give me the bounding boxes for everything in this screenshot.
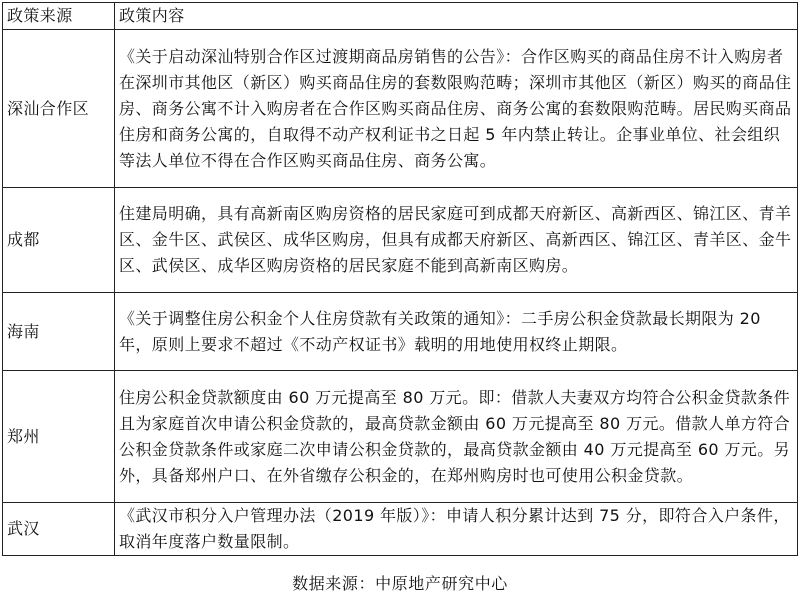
content-cell: 住房公积金贷款额度由 60 万元提高至 80 万元。即：借款人夫妻双方均符合公积金贷款条件且为家庭首次申请公积金贷款的，最高贷款金额由 60 万元提高至 80 万元。借款人单方符合公积金贷款条件或家庭二次申请公积金贷款的，最高贷款金额由 40 万元提高至 60 万元。另外，具备郑州户口、在外省缴存公积金的，在郑州购房时也可使用公积金贷款。 [115,371,798,503]
table-row [3,503,798,556]
header-policy-source: 政策来源 [3,3,115,30]
policy-table [2,2,798,556]
region-cell: 海南 [3,293,115,371]
table-row [3,188,798,293]
region-cell: 郑州 [3,371,115,503]
table-row [3,371,798,503]
content-cell: 住建局明确，具有高新南区购房资格的居民家庭可到成都天府新区、高新西区、锦江区、青羊区、金牛区、武侯区、成华区购房，但具有成都天府新区、高新西区、锦江区、青羊区、金牛区、武侯区、成华区购房资格的居民家庭不能到高新南区购房。 [115,188,798,293]
region-cell: 武汉 [3,503,115,556]
content-cell: 《关于调整住房公积金个人住房贷款有关政策的通知》：二手房公积金贷款最长期限为 20 年，原则上要求不超过《不动产权证书》载明的用地使用权终止期限。 [115,293,798,371]
region-cell: 深汕合作区 [3,30,115,188]
content-cell: 《武汉市积分入户管理办法（2019 年版）》：申请人积分累计达到 75 分，即符合入户条件，取消年度落户数量限制。 [115,503,798,556]
table-row [3,30,798,188]
table-header-row [3,3,798,30]
data-source-caption: 数据来源：中原地产研究中心 [292,574,508,593]
header-policy-content: 政策内容 [115,3,798,30]
region-cell: 成都 [3,188,115,293]
content-cell: 《关于启动深汕特别合作区过渡期商品房销售的公告》：合作区购买的商品住房不计入购房者在深圳市其他区（新区）购买商品住房的套数限购范畴；深圳市其他区（新区）购买的商品住房、商务公寓不计入购房者在合作区购买商品住房、商务公寓的套数限购范畴。居民购买商品住房和商务公寓的，自取得不动产权利证书之日起 5 年内禁止转让。企事业单位、社会组织等法人单位不得在合作区购买商品住房、商务公寓。 [115,30,798,188]
table-row [3,293,798,371]
